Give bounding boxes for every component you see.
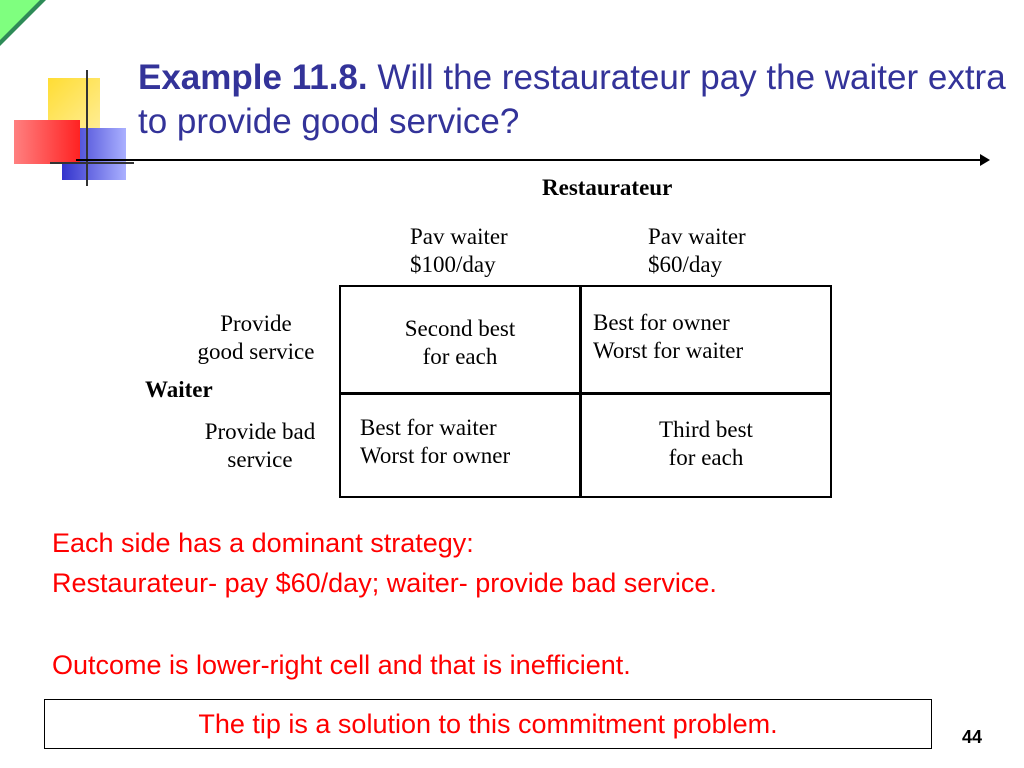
matrix-cell-bottom-left-line1: Best for waiter — [360, 415, 497, 440]
matrix-cell-bottom-left-line2: Worst for owner — [360, 443, 511, 468]
note-dominant-strategy: Each side has a dominant strategy: — [52, 528, 474, 558]
deco-vertical-line — [86, 70, 88, 186]
matrix-cell-bottom-right-line1: Third best — [659, 417, 753, 442]
matrix-cell-top-right-text — [593, 309, 743, 365]
row-player-label: Waiter — [145, 377, 213, 402]
matrix-cell-bottom-right — [579, 392, 832, 498]
matrix-cell-bottom-right-text — [581, 416, 831, 472]
matrix-cell-top-left-line2: for each — [422, 344, 498, 369]
matrix-cell-bottom-left-text — [360, 414, 510, 470]
row-header-1-line2: good service — [197, 339, 315, 364]
matrix-cell-top-right — [579, 285, 832, 395]
matrix-cell-top-left-text — [341, 315, 579, 371]
column-player-label: Restaurateur — [542, 175, 673, 200]
row-header-1 — [176, 310, 336, 366]
corner-triangle-highlight — [0, 0, 40, 40]
matrix-cell-top-right-line1: Best for owner — [593, 310, 730, 335]
column-header-1-line1: Pav waiter — [410, 224, 508, 249]
column-header-1 — [410, 223, 508, 279]
row-header-2-line2: service — [227, 447, 293, 472]
matrix-cell-top-left-line1: Second best — [404, 316, 516, 341]
matrix-cell-top-right-line2: Worst for waiter — [593, 338, 744, 363]
column-header-1-line2: $100/day — [410, 252, 496, 277]
slide-title-text: Will the restaurateur pay the waiter extra to provide good service? — [138, 58, 1006, 141]
note-strategies: Restaurateur- pay $60/day; waiter- provide bad service. — [52, 568, 717, 598]
tip-callout-box: The tip is a solution to this commitment problem. — [44, 699, 932, 749]
page-number: 44 — [962, 727, 983, 747]
column-header-2-line2: $60/day — [648, 252, 723, 277]
matrix-cell-bottom-left — [339, 392, 582, 498]
row-header-1-line1: Provide — [220, 311, 292, 336]
deco-horizontal-line — [50, 162, 134, 164]
matrix-cell-bottom-right-line2: for each — [668, 445, 744, 470]
slide-title — [138, 56, 1008, 144]
row-header-2-line1: Provide bad — [204, 419, 316, 444]
column-header-2 — [648, 223, 746, 279]
note-outcome: Outcome is lower-right cell and that is inefficient. — [52, 650, 631, 680]
deco-red-square — [14, 120, 80, 164]
row-header-2 — [180, 418, 340, 474]
payoff-matrix — [339, 285, 832, 498]
slide-title-bold: Example 11.8. — [138, 58, 368, 97]
title-underline — [76, 159, 982, 161]
title-decoration — [12, 70, 138, 188]
column-header-2-line1: Pav waiter — [648, 224, 746, 249]
matrix-cell-top-left — [339, 285, 582, 395]
title-underline-arrowhead — [980, 154, 990, 166]
